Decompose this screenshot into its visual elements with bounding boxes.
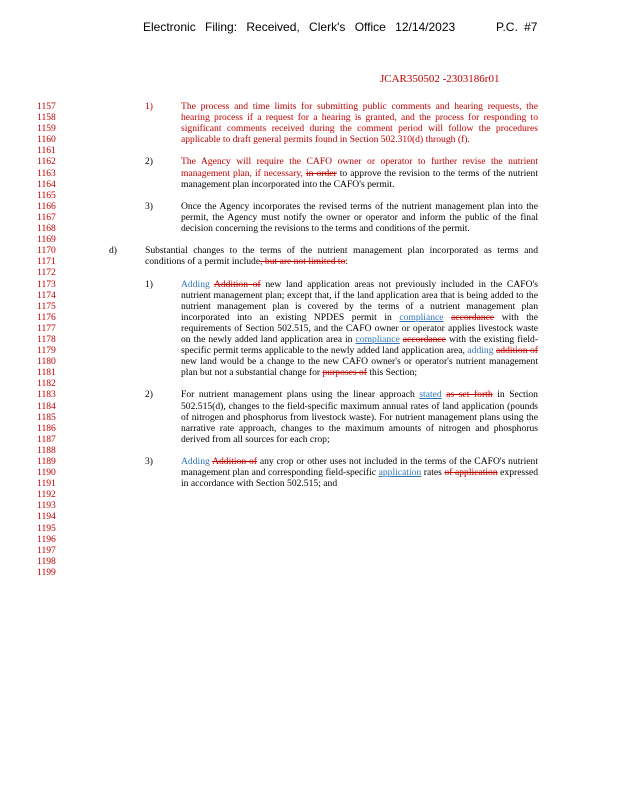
line-number: 1191 [37,478,56,490]
line-number: 1167 [37,211,56,223]
deleted-text: of application [444,467,498,479]
document-body [0,101,618,489]
line-number: 1174 [37,289,56,301]
line-number: 1196 [37,533,56,545]
line-number: 1179 [37,345,56,357]
line-number: 1186 [37,422,56,434]
deleted-text: , but are not limited to [260,256,346,268]
line-number: 1177 [37,322,56,334]
line-number: 1157 [37,101,56,112]
line-number: 1193 [37,500,56,512]
line-number: 1190 [37,467,56,479]
item-marker: 2) [145,156,153,168]
line-number: 1182 [37,378,56,390]
text-run: The Agency will require the CAFO owner or operator to further revise the nutrient management plan, if necessary, [181,156,538,179]
line-number: 1198 [37,555,56,567]
line-number: 1173 [37,278,56,290]
text-run: rates [423,467,442,479]
document-id: JCAR350502 -2303186r01 [380,73,500,85]
item-marker: 3) [145,456,153,467]
text-run: new land application areas not previously included in the CAFO's nutrient management plan; except that, if the land application area that is being added to the nutrient management plan is covered by the terms of a nutrient management plan incorporated into an existing NPDES permit in [181,278,538,323]
line-number: 1162 [37,156,56,168]
item-text [181,156,538,189]
text-run: Substantial changes to the terms of the nutrient management plan incorporated as terms and conditions of a permit include [145,245,538,268]
item-text [181,389,538,444]
line-number: 1188 [37,444,56,456]
item-c1 [0,101,618,145]
line-number: 1168 [37,223,56,235]
text-run: this Section; [369,367,418,379]
item-d1 [0,279,618,379]
line-number: 1178 [37,333,56,345]
line-number: 1195 [37,522,56,534]
text-run: to approve the revision to the terms of the nutrient management plan incorporated into the CAFO's permit. [181,167,538,190]
line-number: 1192 [37,489,56,501]
inserted-text: application [378,467,422,479]
inserted-text: Adding [181,456,210,467]
line-number: 1184 [37,400,56,412]
text-run: any crop or other uses not included in the terms of the CAFO's nutrient management plan and corresponding field-specific [181,456,539,479]
line-number: 1194 [37,511,56,523]
line-number: 1187 [37,433,56,445]
item-marker: 2) [145,389,153,401]
line-number: 1160 [37,134,56,146]
inserted-text: stated [419,389,442,401]
item-marker: 1) [145,101,153,112]
deleted-text: accordance [451,311,495,323]
pc-number: P.C. #7 [496,20,538,34]
line-number: 1185 [37,411,56,423]
text-run: For nutrient management plans using the linear approach [181,389,415,401]
item-marker: d) [109,245,117,257]
line-number: 1181 [37,367,56,379]
text-run: with the requirements of Section 502.515, and the CAFO owner or operator applies livestock waste on the newly added land application area in [181,311,538,345]
line-number: 1159 [37,123,56,135]
line-number: 1189 [37,456,56,467]
filing-header [143,20,538,34]
line-number: 1199 [37,566,56,578]
line-number: 1176 [37,311,56,323]
line-number: 1170 [37,245,56,257]
item-text [145,245,538,267]
line-number: 1165 [37,189,56,201]
line-number: 1183 [37,389,56,401]
text-run: expressed in accordance with Section 502.515; and [181,467,538,490]
filing-stamp: Electronic Filing: Received, Clerk's Office 12/14/2023 [143,20,456,34]
item-d2 [0,389,618,444]
inserted-text: Adding [181,278,210,290]
item-text: The process and time limits for submitting public comments and hearing requests, the hearing process if a request for a hearing is granted, and the process for responding to significant comments received during the comment period will follow the procedures applicable to draft general permits found in Section 502.310(d) through (f). [181,101,538,146]
line-number: 1172 [37,267,56,279]
deleted-text: accordance [402,333,446,345]
item-text: Once the Agency incorporates the revised terms of the nutrient management plan into the permit, the Agency must notify the owner or operator and inform the public of the final decision concerning the revisions to the terms and conditions of the permit. [181,200,538,235]
item-d3 [0,456,618,489]
text-run: with the existing field-specific permit terms applicable to the newly added land application area, [181,333,539,357]
item-marker: 3) [145,200,153,212]
item-text [181,456,538,489]
deleted-text: as set forth [446,389,493,401]
item-c3 [0,201,618,234]
inserted-text: compliance [399,311,444,323]
deleted-text: Addition of [213,278,261,290]
item-d [0,245,618,267]
line-number: 1158 [37,112,56,124]
text-run: new land would be a change to the new CAFO owner's or operator's nutrient management plan but not a substantial change for [181,356,538,379]
line-number: 1161 [37,145,56,157]
line-number: 1171 [37,256,56,268]
text-run: in Section 502.515(d), changes to the field-specific maximum annual rates of land application (pounds of nitrogen and phosphorus from livestock waste). For nutrient management plans using the narrative rate approach, changes to the maximum amounts of nitrogen and phosphorus derived from all sources for each crop; [181,389,538,445]
item-marker: 1) [145,278,153,290]
inserted-text: adding [467,345,494,357]
deleted-text: purposes of [322,367,367,379]
deleted-text: addition of [496,345,539,357]
deleted-text: in order [305,167,337,179]
deleted-text: Addition of [212,456,258,467]
inserted-text: compliance [355,333,400,345]
item-text [181,279,538,379]
line-number: 1180 [37,356,56,368]
line-number: 1163 [37,167,56,179]
line-number: 1166 [37,200,56,212]
line-number: 1169 [37,234,56,246]
text-run: : [345,256,349,268]
item-c2 [0,156,618,189]
line-number: 1175 [37,300,56,312]
line-number: 1164 [37,178,56,190]
line-number: 1197 [37,544,56,556]
